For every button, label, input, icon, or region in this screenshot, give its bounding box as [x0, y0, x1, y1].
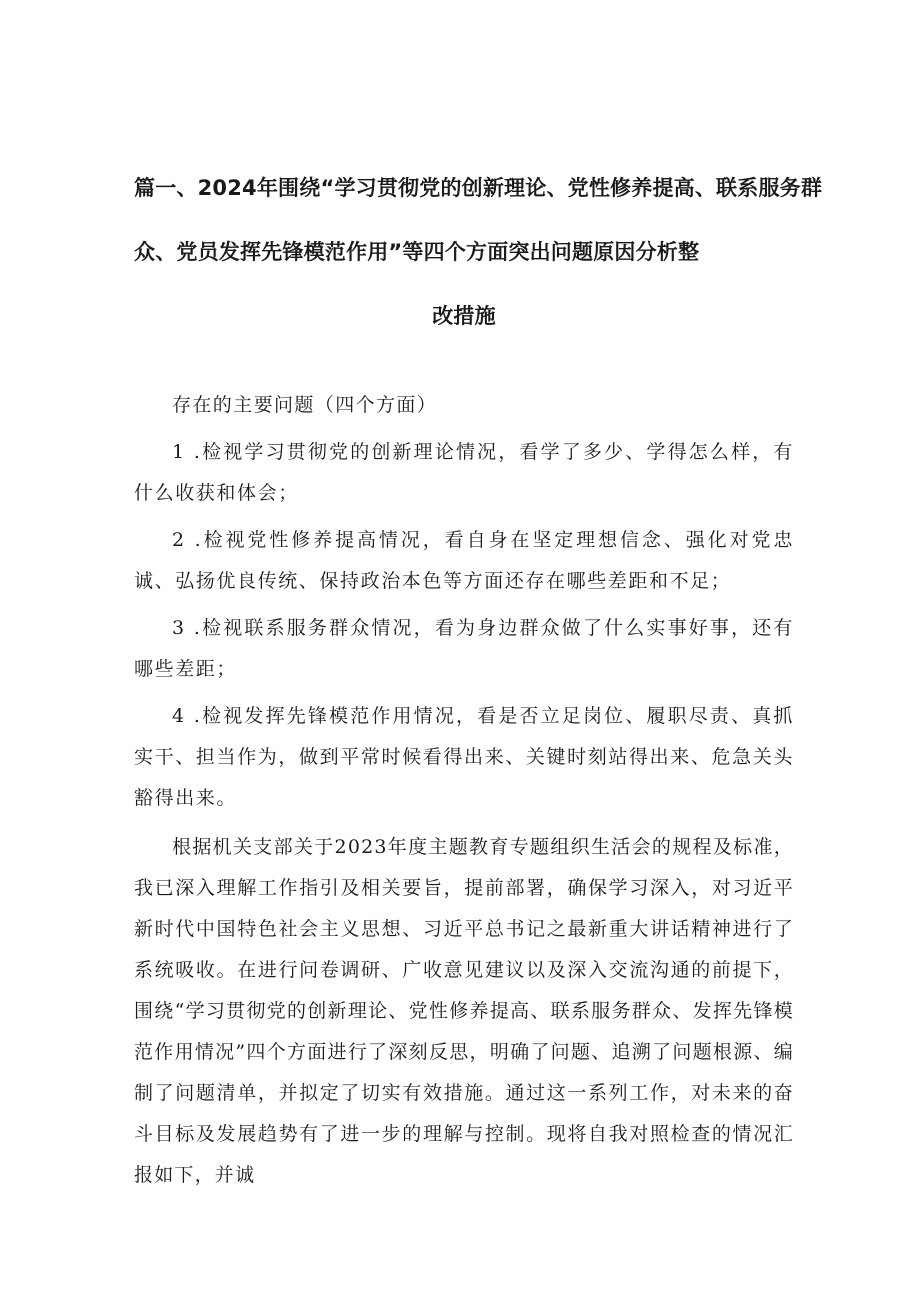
document-title — [134, 156, 823, 348]
problem-item-3: 3 .检视联系服务群众情况，看为身边群众做了什么实事好事，还有哪些差距； — [134, 617, 794, 680]
title-line-2: 众、党员发挥先锋模范作用”等四个方面突出问题原因分析整 — [134, 240, 700, 264]
section-heading: 存在的主要问题（四个方面） — [172, 394, 438, 416]
main-paragraph: 根据机关支部关于2023年度主题教育专题组织生活会的规程及标准，我已深入理解工作指引及相关要旨，提前部署，确保学习深入，对习近平新时代中国特色社会主义思想、习近平总书记之最新重大讲话精神进行了系统吸收。在进行问卷调研、广收意见建议以及深入交流沟通的前提下，围绕“学习贯彻党的创新理论、党性修养提高、联系服务群众、发挥先锋模范作用情况”四个方面进行了深刻反思，明确了问题、追溯了问题根源、编制了问题清单，并拟定了切实有效措施。通过这一系列工作，对未来的奋斗目标及发展趋势有了进一步的理解与控制。现将自我对照检查的情况汇报如下，并诚 — [134, 836, 794, 1186]
title-line-3: 改措施 — [432, 304, 496, 328]
problem-item-4: 4 .检视发挥先锋模范作用情况，看是否立足岗位、履职尽责、真抓实干、担当作为，做到平常时候看得出来、关键时刻站得出来、危急关头豁得出来。 — [134, 705, 794, 809]
problem-item-1: 1 .检视学习贯彻党的创新理论情况，看学了多少、学得怎么样，有什么收获和体会； — [134, 441, 794, 504]
title-line-1: 篇一、2024年围绕“学习贯彻党的创新理论、党性修养提高、联系服务群 — [134, 176, 823, 200]
document-body — [134, 385, 794, 1196]
problem-item-2: 2 .检视党性修养提高情况，看自身在坚定理想信念、强化对党忠诚、弘扬优良传统、保持政治本色等方面还存在哪些差距和不足； — [134, 529, 794, 592]
